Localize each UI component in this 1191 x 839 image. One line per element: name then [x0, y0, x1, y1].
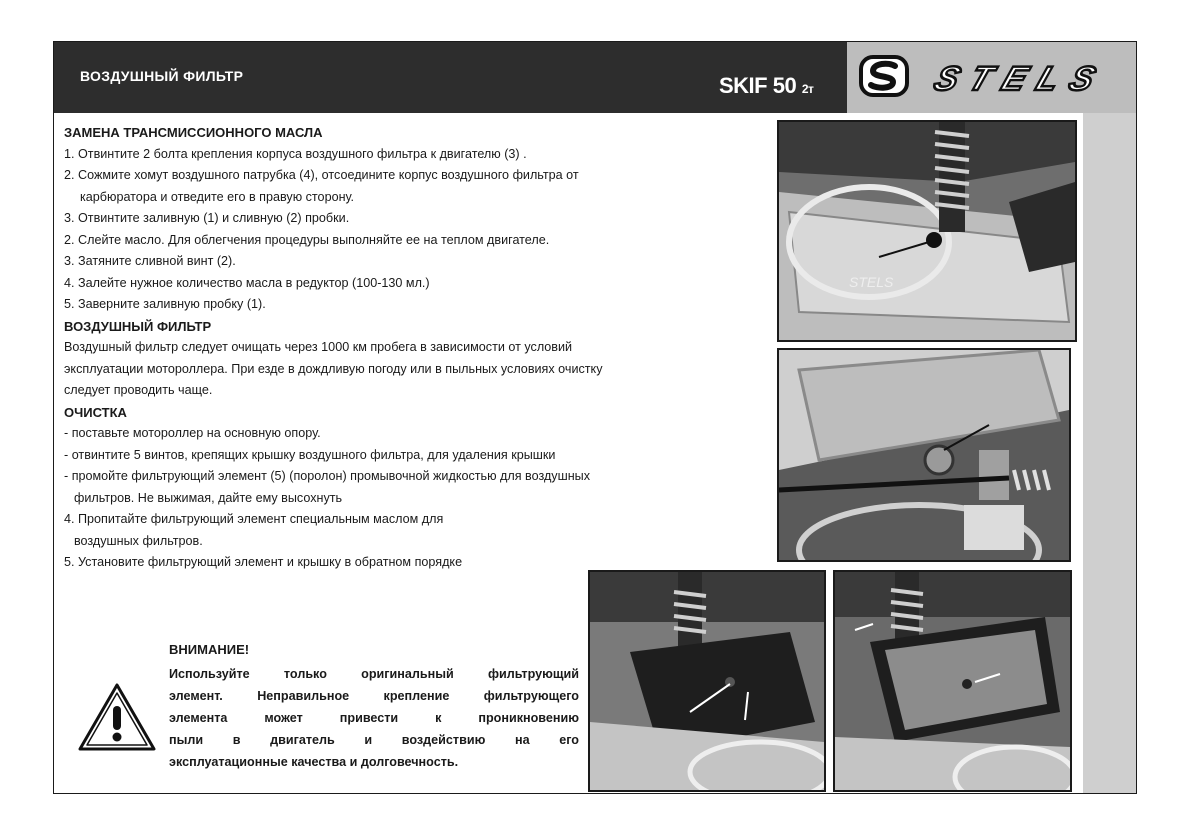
air-filter-line: следует проводить чаще. — [64, 383, 213, 397]
oil-step: 4. Залейте нужное количество масла в редуктор (100-130 мл.) — [64, 275, 430, 290]
svg-text:STELS: STELS — [849, 274, 894, 290]
air-filter-heading: ВОЗДУШНЫЙ ФИЛЬТР — [64, 318, 212, 334]
logo-wordmark: STELS — [929, 59, 1113, 98]
oil-step: 1. Отвинтите 2 болта крепления корпуса воздушного фильтра к двигателю (3) . — [64, 146, 527, 161]
model-name: SKIF 50 — [719, 73, 797, 98]
cleaning-line: - промойте фильтрующий элемент (5) (поролон) промывочной жидкостью для воздушных — [64, 469, 591, 483]
cleaning-line: - отвинтите 5 винтов, крепящих крышку воздушного фильтра, для удаления крышки — [64, 447, 556, 462]
oil-step: 3. Затяните сливной винт (2). — [64, 254, 236, 268]
brand-logo-area — [847, 42, 1136, 113]
photo-filter-cover — [588, 570, 826, 792]
section-title: ВОЗДУШНЫЙ ФИЛЬТР — [80, 68, 244, 84]
warning-line: Используйте только оригинальный фильтрующий — [169, 667, 579, 681]
air-filter-line: Воздушный фильтр следует очищать через 1000 км пробега в зависимости от условий — [64, 340, 573, 354]
oil-step: 5. Заверните заливную пробку (1). — [64, 297, 266, 311]
instructions-column — [64, 122, 774, 574]
warning-line: эксплуатационные качества и долговечность. — [169, 755, 459, 769]
air-filter-line: эксплуатации мотороллера. При езде в дождливую погоду или в пыльных условиях очистку — [64, 361, 603, 376]
cleaning-heading: ОЧИСТКА — [64, 404, 127, 420]
oil-change-heading: ЗАМЕНА ТРАНСМИССИОННОГО МАСЛА — [64, 125, 323, 140]
warning-line: элемента может привести к проникновению — [169, 711, 579, 725]
manual-page — [53, 41, 1137, 794]
header-bar — [54, 42, 847, 113]
cleaning-line: 5. Установите фильтрующий элемент и крышку в обратном порядке — [64, 555, 463, 569]
warning-text — [169, 663, 579, 773]
warning-box — [74, 637, 584, 787]
cleaning-line: - поставьте мотороллер на основную опору. — [64, 426, 321, 440]
warning-title: ВНИМАНИЕ! — [169, 642, 250, 657]
oil-step: 2. Сожмите хомут воздушного патрубка (4), отсоедините корпус воздушного фильтра от — [64, 168, 579, 182]
cleaning-line: 4. Пропитайте фильтрующий элемент специальным маслом для — [64, 512, 444, 526]
side-strip — [1083, 113, 1137, 793]
oil-step: 2. Слейте масло. Для облегчения процедуры выполняйте ее на теплом двигателе. — [64, 232, 550, 247]
model-label — [719, 73, 834, 99]
warning-line: пыли в двигатель и воздействию на его — [169, 733, 579, 747]
oil-step: карбюратора и отведите его в правую сторону. — [80, 189, 355, 204]
photo-filter-housing — [777, 348, 1071, 562]
warning-line: элемент. Неправильное крепление фильтрующего — [169, 689, 579, 703]
model-suffix: 2т — [801, 82, 814, 96]
photo-filter-foam — [833, 570, 1072, 792]
oil-step: 3. Отвинтите заливную (1) и сливную (2) пробки. — [64, 211, 350, 225]
photo-engine-side — [777, 120, 1077, 342]
cleaning-line: фильтров. Не выжимая, дайте ему высохнуть — [74, 490, 343, 505]
cleaning-line: воздушных фильтров. — [74, 533, 203, 548]
stels-logo — [859, 54, 1134, 102]
warning-triangle-icon — [77, 682, 157, 752]
